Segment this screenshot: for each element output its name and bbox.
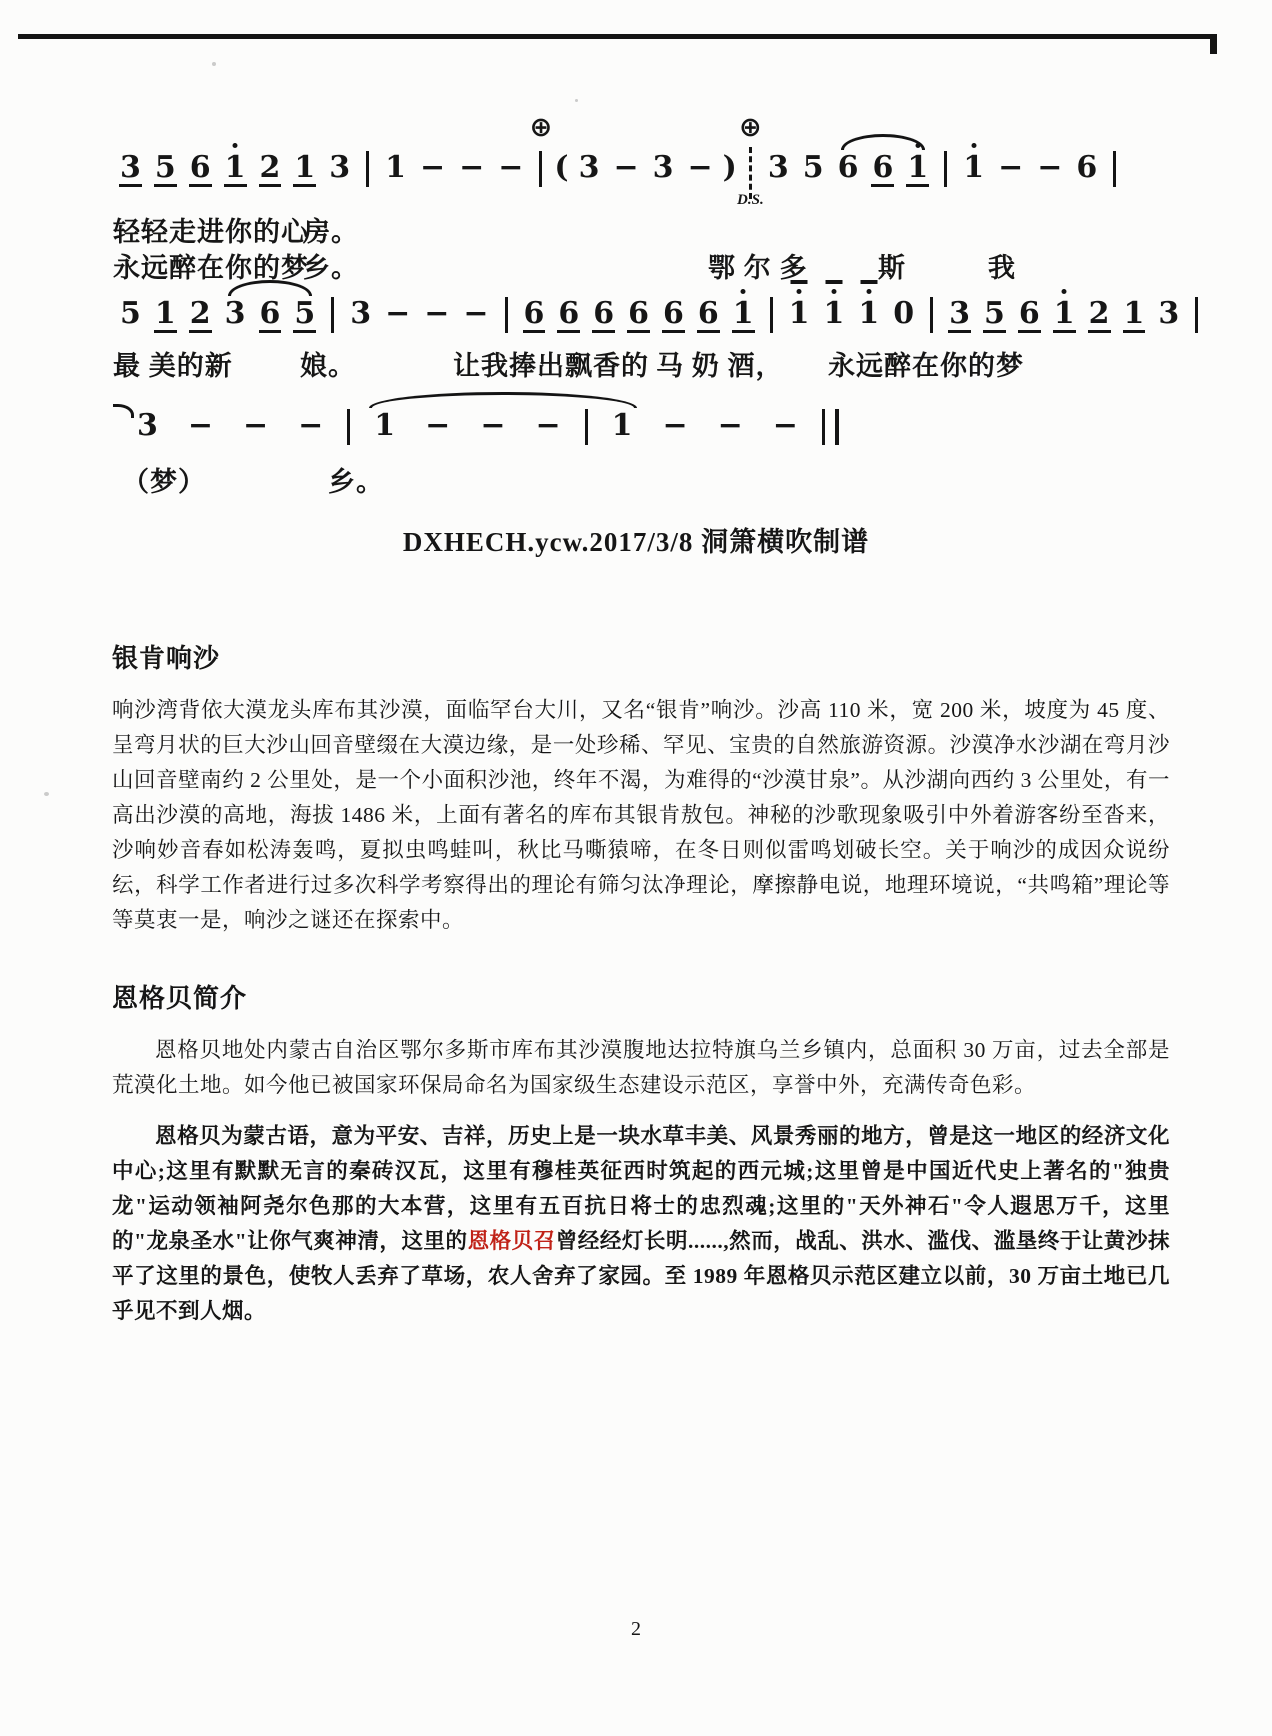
barline-mark-icon (930, 297, 933, 333)
paragraph-text: 恩格贝地处内蒙古自治区鄂尔多斯市库布其沙漠腹地达拉特旗乌兰乡镇内，总面积 30 万亩，过去全部是荒漠化土地。如今他已被国家环保局命名为国家级生态建设示范区，享誉中外，充满传奇色彩。 (112, 1038, 1170, 1097)
jianpu-barline (366, 150, 369, 188)
jianpu-barline (944, 150, 947, 188)
jianpu-note: − (498, 150, 524, 185)
jianpu-note: 1 (1047, 296, 1082, 332)
jianpu-parenthesis: ( (554, 150, 569, 185)
jianpu-barline (347, 408, 350, 446)
jianpu-note: − (459, 150, 485, 185)
barline-mark-icon (331, 297, 334, 333)
jianpu-note: 6 (253, 296, 288, 332)
jianpu-note: − (187, 408, 214, 443)
jianpu-note: 3 (652, 150, 674, 185)
octave-dot-icon (233, 143, 238, 148)
octave-dot-icon (866, 289, 871, 294)
octave-dot-icon (1062, 289, 1067, 294)
jianpu-note: 6 (621, 296, 656, 332)
jianpu-parenthesis: ) (722, 150, 737, 185)
lyric-chunk: 乡。 (328, 467, 384, 497)
barline-mark-icon (347, 409, 350, 445)
jianpu-note-line (113, 408, 848, 448)
octave-dot-icon (831, 289, 836, 294)
jianpu-note: 1 (726, 296, 761, 332)
jianpu-note: 1 (611, 408, 633, 443)
jianpu-note: − (772, 408, 798, 443)
jianpu-note: 6 (865, 150, 900, 186)
octave-dot-icon (915, 143, 920, 148)
jianpu-barline (529, 112, 553, 188)
barline-mark-icon (1195, 297, 1198, 333)
jianpu-barline (1113, 150, 1116, 188)
barline-mark-icon (585, 409, 588, 445)
jianpu-note: 6 (1012, 296, 1047, 332)
barline-mark-icon (944, 151, 947, 187)
jianpu-note: 2 (253, 150, 288, 186)
jianpu-note: − (998, 150, 1024, 185)
slur-group (218, 296, 323, 332)
jianpu-barline (505, 296, 508, 334)
barline-mark-icon (822, 409, 839, 445)
jianpu-note: 3 (942, 296, 977, 332)
jianpu-note: 1 (782, 296, 817, 332)
jianpu-note: − (687, 150, 713, 185)
jianpu-barline (822, 408, 839, 446)
lyric-chunk: 永远醉在你的梦 (828, 351, 1024, 381)
page-number: 2 (631, 1618, 641, 1640)
jianpu-note: 6 (586, 296, 621, 332)
jianpu-note: − (480, 408, 506, 443)
jianpu-note: − (662, 408, 688, 443)
jianpu-note: 3 (1158, 296, 1180, 331)
dal-segno-label: D.S. (737, 192, 764, 208)
jianpu-note-line (113, 296, 1207, 336)
lyric-chunk: 轻轻走进你的心 (113, 217, 309, 247)
lyric-chunk: 我 (988, 253, 1016, 283)
jianpu-note: − (298, 408, 324, 443)
paragraph-text: 恩格贝为蒙古语，意为平安、吉祥，历史上是一块水草丰美、风景秀丽的地方，曾是这一地区的经济文化中心;这里有默默无言的秦砖汉瓦，这里有穆桂英征西时筑起的西元城;这里曾是中国近代史上著名的"独贵龙"运动领袖阿尧尔色那的大本营，这里有五百抗日将士的忠烈魂;这里的"天外神石"令人遐思万千，这里的"龙泉圣水"让你气爽神清，这里的 (112, 1124, 1170, 1253)
lyric-chunk: 斯 (878, 253, 906, 283)
jianpu-note: 0 (893, 296, 915, 331)
jianpu-note: 1 (218, 150, 253, 186)
jianpu-note: 5 (287, 296, 322, 332)
section-heading: 银肯响沙 (112, 644, 221, 673)
barline-mark-icon (539, 151, 542, 187)
jianpu-note: − (1037, 150, 1063, 185)
jianpu-note: 1 (287, 150, 322, 186)
jianpu-note-line (113, 112, 1125, 208)
jianpu-note: 5 (977, 296, 1012, 332)
jianpu-note: 1 (374, 408, 396, 443)
section-heading: 恩格贝简介 (112, 984, 248, 1013)
lyric-chunk: 乡。 (303, 253, 359, 283)
coda-icon: ⊕ (529, 112, 553, 143)
jianpu-note: − (424, 296, 450, 331)
lyric-chunk: 娘。 (300, 351, 356, 381)
barline-mark-icon (770, 297, 773, 333)
paragraph-text: 响沙湾背依大漠龙头库布其沙漠，面临罕台大川，又名“银肯”响沙。沙高 110 米，宽 200 米，坡度为 45 度、呈弯月状的巨大沙山回音壁缀在大漠边缘，是一处珍稀、罕见、宝贵的自然旅游资源。沙漠净水沙湖在弯月沙山回音壁南约 2 公里处，是一个小面积沙池，终年不渴，为难得的“沙漠甘泉”。从沙湖向西约 3 公里处，有一高出沙漠的高地，海拔 1486 米，上面有著名的库布其银肯敖包。神秘的沙歌现象吸引中外着游客纷至沓来，沙响妙音春如松涛轰鸣，夏拟虫鸣蛙叫，秋比马嘶猿啼，在冬日则似雷鸣划破长空。关于响沙的成因众说纷纭，科学工作者进行过多次科学考察得出的理论有筛匀汰净理论，摩擦静电说，地理环境说，“共鸣箱”理论等等莫衷一是，响沙之谜还在探索中。 (112, 698, 1170, 932)
jianpu-note: 3 (224, 296, 246, 331)
lyric-chunk: 永远醉在你的梦 (113, 253, 309, 283)
jianpu-score (0, 0, 1272, 600)
jianpu-note: 3 (113, 150, 148, 186)
jianpu-note: − (535, 408, 561, 443)
slur-group (831, 150, 936, 186)
jianpu-note: − (385, 296, 411, 331)
lyric-chunk: （梦） (122, 467, 206, 497)
lyric-chunk: 房。 (303, 217, 359, 247)
jianpu-note: 6 (691, 296, 726, 332)
macron-mark-icon (825, 280, 842, 284)
jianpu-note: 3 (137, 408, 158, 443)
jianpu-barline (770, 296, 773, 334)
score-credit-line: DXHECH.ycw.2017/3/8 洞箫横吹制谱 (402, 527, 870, 557)
jianpu-barline (737, 112, 764, 208)
jianpu-note: 6 (656, 296, 691, 332)
jianpu-note: 3 (578, 150, 600, 185)
jianpu-note: 5 (148, 150, 183, 186)
jianpu-barline (1195, 296, 1198, 334)
jianpu-note: 1 (817, 296, 852, 332)
jianpu-note: 1 (900, 150, 935, 186)
jianpu-note: 6 (183, 150, 218, 186)
jianpu-note: 5 (120, 296, 141, 331)
jianpu-note: − (420, 150, 446, 185)
jianpu-barline (930, 296, 933, 334)
jianpu-note: 1 (956, 150, 991, 186)
jianpu-note: 1 (148, 296, 183, 332)
barline-mark-icon (505, 297, 508, 333)
jianpu-note: 5 (802, 150, 824, 185)
paragraph-text: 曾经经灯长明......,然而，战乱、洪水、滥伐、滥垦终于让黄沙抹平了这里的景色，使牧人丢弃了草场，农人舍弃了家园。至 1989 年恩格贝示范区建立以前，30 万亩土地已几乎见不到人烟。 (112, 1229, 1170, 1323)
jianpu-note: 3 (329, 150, 351, 185)
slur-group (359, 408, 647, 446)
jianpu-note: − (243, 408, 269, 443)
lyric-chunk: 马 奶 酒， (656, 351, 784, 381)
jianpu-barline (331, 296, 334, 334)
jianpu-note: 3 (350, 296, 372, 331)
jianpu-note: − (717, 408, 743, 443)
jianpu-note: 1 (851, 296, 886, 332)
text-sections (112, 638, 1170, 1329)
octave-dot-icon (741, 289, 746, 294)
jianpu-note: 6 (551, 296, 586, 332)
jianpu-note: − (425, 408, 451, 443)
jianpu-note: 1 (1117, 296, 1152, 332)
barline-mark-icon (366, 151, 369, 187)
jianpu-note: 2 (1082, 296, 1117, 332)
jianpu-note: 3 (767, 150, 789, 185)
lyric-chunk: 让我捧出飘香的 (453, 351, 649, 381)
scan-speck (44, 792, 49, 796)
jianpu-note: 6 (517, 296, 552, 332)
lyric-chunk: 最 美的新 (113, 351, 233, 381)
highlighted-red-text: 恩格贝召 (467, 1229, 556, 1253)
jianpu-barline (585, 408, 588, 446)
jianpu-note: 6 (837, 150, 859, 185)
paragraph (112, 693, 1170, 938)
paragraph (112, 1033, 1170, 1103)
lyric-chunk: 鄂 尔 多 (708, 253, 808, 283)
paragraph (112, 1119, 1170, 1329)
jianpu-note: 2 (183, 296, 218, 332)
octave-dot-icon (971, 143, 976, 148)
jianpu-note: − (613, 150, 639, 185)
macron-mark-icon (860, 280, 877, 284)
barline-mark-icon (1113, 151, 1116, 187)
jianpu-note: 6 (1076, 150, 1098, 185)
coda-icon: ⊕ (739, 112, 762, 143)
jianpu-note: − (463, 296, 489, 331)
jianpu-note: 1 (385, 150, 406, 185)
octave-dot-icon (797, 289, 802, 294)
